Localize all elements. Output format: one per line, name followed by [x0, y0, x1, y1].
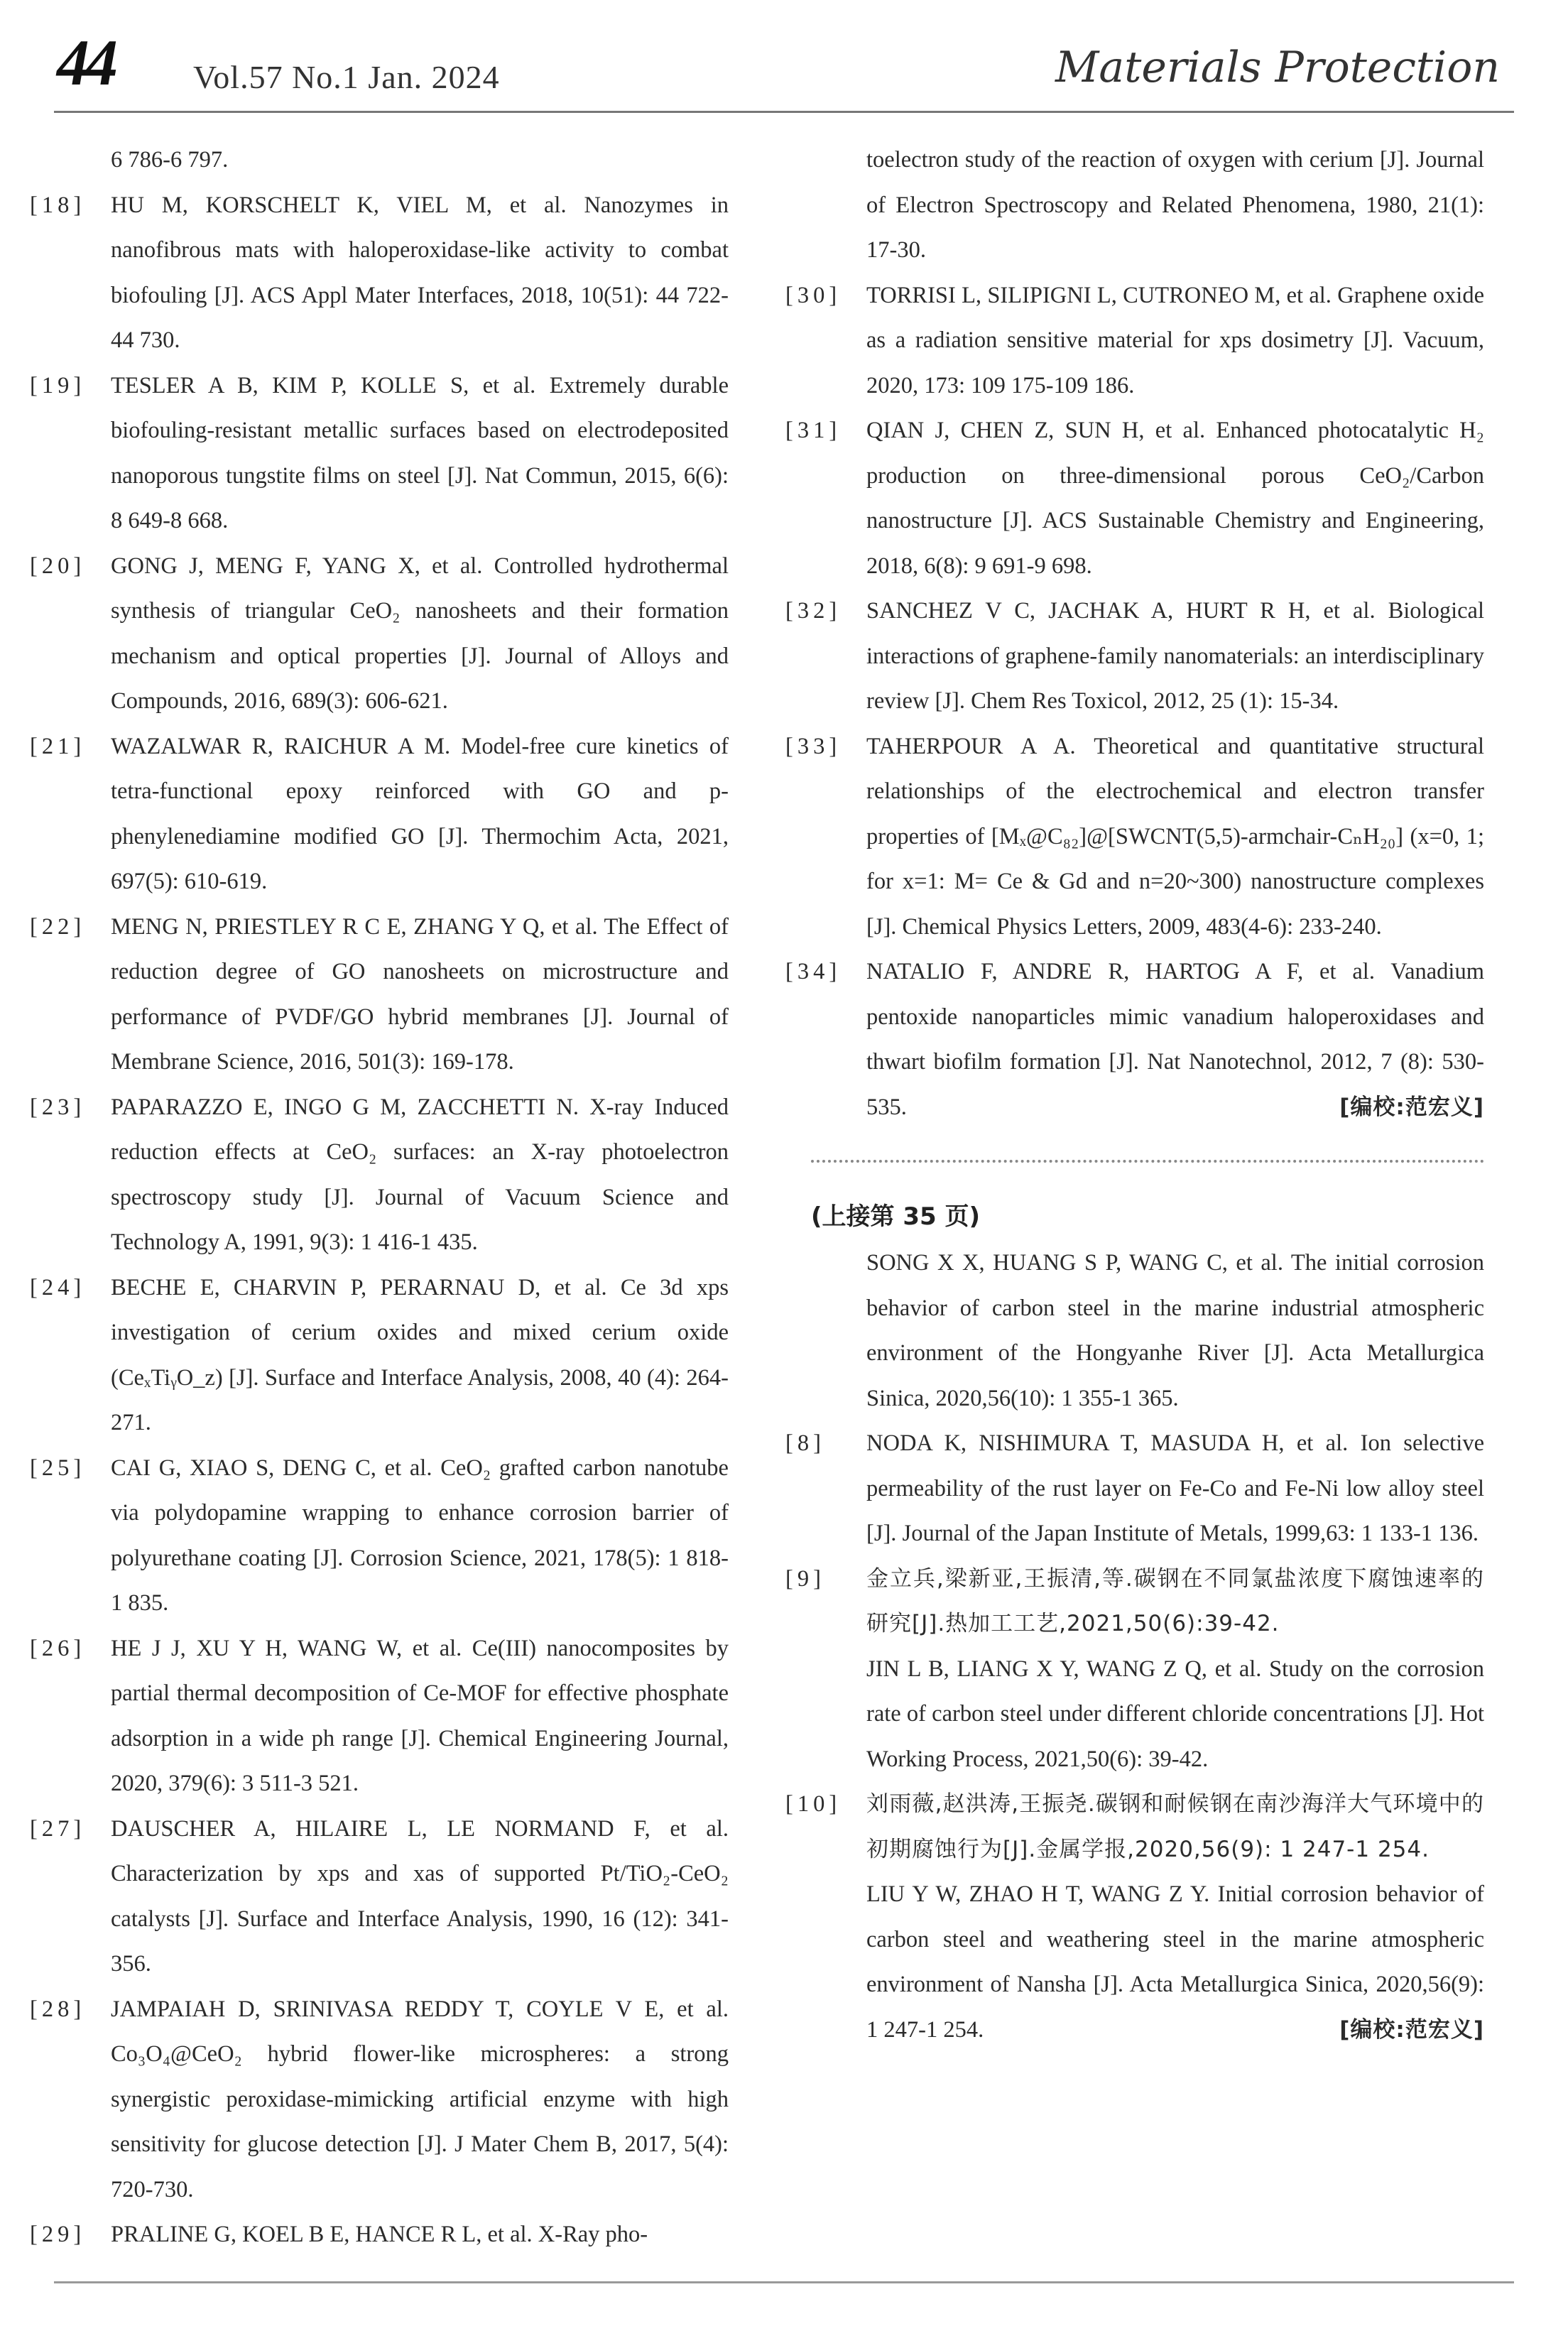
- ref-text: TESLER A B, KIM P, KOLLE S, et al. Extremely durable biofouling-resistant metallic surfaces based on electrodeposited nanoporous tungstite films on steel [J]. Nat Commun, 2015, 6(6): 8 649-8 668.: [111, 372, 729, 533]
- reference-19: [30, 364, 729, 544]
- ref-number: [22]: [30, 913, 86, 940]
- left-column: [30, 138, 729, 2258]
- ref-number: [33]: [785, 733, 842, 759]
- ref-text: JAMPAIAH D, SRINIVASA REDDY T, COYLE V E, et al. Co₃O₄@CeO₂ hybrid flower-like microspheres: a strong synergistic peroxidase-mimicking artificial enzyme with high sensitivity for glucose detection [J]. J Mater Chem B, 2017, 5(4): 720-730.: [111, 1996, 729, 2202]
- footer-rule: [54, 2281, 1514, 2283]
- reference-29: [30, 2212, 729, 2258]
- reference-24: [30, 1266, 729, 1446]
- ref-number: [26]: [30, 1635, 86, 1661]
- reference-31: [785, 408, 1484, 589]
- reference-28: [30, 1987, 729, 2213]
- issue-info: Vol.57 No.1 Jan. 2024: [193, 59, 500, 95]
- ref-text: NODA K, NISHIMURA T, MASUDA H, et al. Ion selective permeability of the rust layer on Fe-Co and Fe-Ni low alloy steel [J]. Journal of the Japan Institute of Metals, 1999,63: 1 133-1 136.: [866, 1430, 1484, 1546]
- journal-title: Materials Protection: [1055, 43, 1500, 92]
- reference-23: [30, 1085, 729, 1266]
- reference-33: [785, 724, 1484, 950]
- ref-number: [31]: [785, 418, 842, 443]
- ref-text: 刘雨薇,赵洪涛,王振尧.碳钢和耐候钢在南沙海洋大气环境中的初期腐蚀行为[J].金属学报,2020,56(9): 1 247-1 254.: [866, 1791, 1484, 1862]
- reference-10-english: [811, 1872, 1484, 2053]
- ref-text: PRALINE G, KOEL B E, HANCE R L, et al. X-Ray pho-: [111, 2222, 648, 2247]
- reference-9: [785, 1557, 1484, 1647]
- ref-number: [19]: [30, 372, 86, 398]
- ref-number: [21]: [30, 733, 86, 759]
- editor-note: [编校:范宏义]: [1339, 2016, 1484, 2043]
- ref-number: [9]: [785, 1565, 825, 1592]
- ref-text: HE J J, XU Y H, WANG W, et al. Ce(III) nanocomposites by partial thermal decomposition of Ce-MOF for effective phosphate adsorption in a wide ph range [J]. Chemical Engineering Journal, 2020, 379(6): 3 511-3 521.: [111, 1635, 729, 1796]
- ref-text: 金立兵,梁新亚,王振清,等.碳钢在不同氯盐浓度下腐蚀速率的研究[J].热加工工艺,2021,50(6):39-42.: [866, 1565, 1484, 1636]
- reference-34: [785, 950, 1484, 1130]
- reference-21: [30, 724, 729, 905]
- ref-text: WAZALWAR R, RAICHUR A M. Model-free cure kinetics of tetra-functional epoxy reinforced with GO and p-phenylenediamine modified GO [J]. Thermochim Acta, 2021, 697(5): 610-619.: [111, 733, 729, 894]
- ref-text: MENG N, PRIESTLEY R C E, ZHANG Y Q, et al. The Effect of reduction degree of GO nanosheets on microstructure and performance of PVDF/GO hybrid membranes [J]. Journal of Membrane Science, 2016, 501(3): 169-178.: [111, 913, 729, 1075]
- ref-number: [32]: [785, 598, 842, 624]
- reference-9-english: JIN L B, LIANG X Y, WANG Z Q, et al. Study on the corrosion rate of carbon steel under different chloride concentrations [J]. Hot Working Process, 2021,50(6): 39-42.: [866, 1656, 1484, 1772]
- reference-32: [785, 589, 1484, 724]
- reference-26: [30, 1626, 729, 1807]
- ref-text: NATALIO F, ANDRE R, HARTOG A F, et al. Vanadium pentoxide nanoparticles mimic vanadium haloperoxidases and thwart biofilm formation [J]. Nat Nanotechnol, 2012, 7 (8): 530-535.: [866, 959, 1484, 1120]
- reference-20: [30, 544, 729, 724]
- ref-text: PAPARAZZO E, INGO G M, ZACCHETTI N. X-ray Induced reduction effects at CeO₂ surfaces: an X-ray photoelectron spectroscopy study [J]. Journal of Vacuum Science and Technology A, 1991, 9(3): 1 416-1 435.: [111, 1094, 729, 1255]
- continued-heading: (上接第 35 页): [811, 1202, 981, 1231]
- continued-reference-text: SONG X X, HUANG S P, WANG C, et al. The initial corrosion behavior of carbon steel in the marine industrial atmospheric environment of the Hongyanhe River [J]. Acta Metallurgica Sinica, 2020,56(10): 1 355-1 365.: [866, 1250, 1484, 1411]
- ref-text: DAUSCHER A, HILAIRE L, LE NORMAND F, et al. Characterization by xps and xas of supported Pt/TiO₂-CeO₂ catalysts [J]. Surface and Interface Analysis, 1990, 16 (12): 341-356.: [111, 1815, 729, 1977]
- reference-8: [785, 1421, 1484, 1557]
- ref-number: [10]: [785, 1791, 842, 1817]
- ref-number: [20]: [30, 553, 86, 579]
- reference-30: [785, 273, 1484, 409]
- ref-number: [25]: [30, 1455, 86, 1481]
- page-header: [0, 0, 1568, 153]
- ref-number: [18]: [30, 192, 86, 218]
- ref-number: [23]: [30, 1094, 86, 1120]
- ref-text: SANCHEZ V C, JACHAK A, HURT R H, et al. Biological interactions of graphene-family nanomaterials: an interdisciplinary review [J]. Chem Res Toxicol, 2012, 25 (1): 15-34.: [866, 598, 1484, 714]
- ref-number: [24]: [30, 1274, 86, 1300]
- ref-number: [34]: [785, 959, 842, 984]
- ref-number: [29]: [30, 2222, 86, 2247]
- page-number: 44: [57, 26, 114, 99]
- right-column: [785, 138, 1484, 2053]
- header-rule: [54, 111, 1514, 113]
- reference-22: [30, 905, 729, 1085]
- reference-25: [30, 1446, 729, 1626]
- reference-10: [785, 1782, 1484, 1872]
- reference-27: [30, 1807, 729, 1987]
- ref-text: LIU Y W, ZHAO H T, WANG Z Y. Initial corrosion behavior of carbon steel and weathering steel in the marine atmospheric environment of Nansha [J]. Acta Metallurgica Sinica, 2020,56(9): 1 247-1 254.: [866, 1881, 1484, 2043]
- reference-continuation: toelectron study of the reaction of oxygen with cerium [J]. Journal of Electron Spectroscopy and Related Phenomena, 1980, 21(1): 17-30.: [866, 147, 1484, 263]
- ref-text: TAHERPOUR A A. Theoretical and quantitative structural relationships of the electrochemical and electron transfer properties of [Mₓ@C₈₂]@[SWCNT(5,5)-armchair-CₙH₂₀] (x=0, 1; for x=1: M= Ce & Gd and n=20~300) nanostructure complexes [J]. Chemical Physics Letters, 2009, 483(4-6): 233-240.: [866, 733, 1484, 940]
- editor-note: [编校:范宏义]: [1339, 1094, 1484, 1120]
- ref-number: [8]: [785, 1430, 825, 1456]
- reference-continuation: 6 786-6 797.: [111, 147, 229, 173]
- ref-text: CAI G, XIAO S, DENG C, et al. CeO₂ grafted carbon nanotube via polydopamine wrapping to enhance corrosion barrier of polyurethane coating [J]. Corrosion Science, 2021, 178(5): 1 818-1 835.: [111, 1455, 729, 1616]
- ref-number: [28]: [30, 1996, 86, 2022]
- ref-text: HU M, KORSCHELT K, VIEL M, et al. Nanozymes in nanofibrous mats with haloperoxidase-like activity to combat biofouling [J]. ACS Appl Mater Interfaces, 2018, 10(51): 44 722-44 730.: [111, 192, 729, 353]
- ref-number: [30]: [785, 282, 842, 308]
- section-divider: [811, 1160, 1484, 1163]
- ref-text: QIAN J, CHEN Z, SUN H, et al. Enhanced photocatalytic H₂ production on three-dimensional porous CeO₂/Carbon nanostructure [J]. ACS Sustainable Chemistry and Engineering, 2018, 6(8): 9 691-9 698.: [866, 418, 1484, 579]
- ref-number: [27]: [30, 1815, 86, 1842]
- reference-18: [30, 183, 729, 364]
- ref-text: GONG J, MENG F, YANG X, et al. Controlled hydrothermal synthesis of triangular CeO₂ nanosheets and their formation mechanism and optical properties [J]. Journal of Alloys and Compounds, 2016, 689(3): 606-621.: [111, 553, 729, 714]
- ref-text: BECHE E, CHARVIN P, PERARNAU D, et al. Ce 3d xps investigation of cerium oxides and mixed cerium oxide (CeₓTiᵧO_z) [J]. Surface and Interface Analysis, 2008, 40 (4): 264-271.: [111, 1274, 729, 1435]
- ref-text: TORRISI L, SILIPIGNI L, CUTRONEO M, et al. Graphene oxide as a radiation sensitive material for xps dosimetry [J]. Vacuum, 2020, 173: 109 175-109 186.: [866, 282, 1484, 398]
